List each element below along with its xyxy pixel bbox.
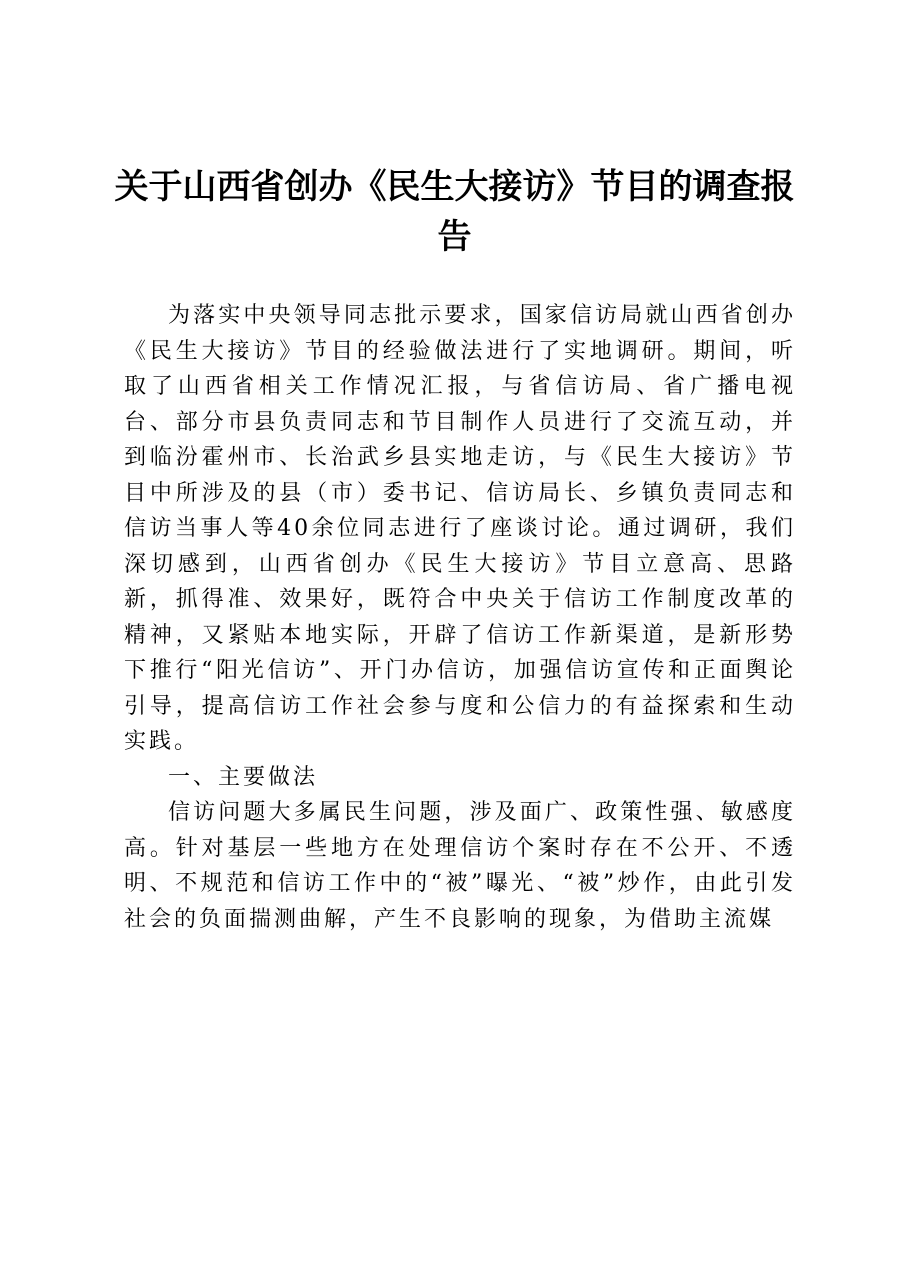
document-body: [124, 298, 796, 937]
section-heading-main-practices: 一、主要做法: [168, 764, 319, 790]
paragraph-main-practices: 信访问题大多属民生问题，涉及面广、政策性强、敏感度高。针对基层一些地方在处理信访个案时存在不公开、不透明、不规范和信访工作中的“被”曝光、“被”炒作，由此引发社会的负面揣测曲解，产生不良影响的现象，为借助主流媒: [124, 800, 796, 932]
paragraph-intro: 为落实中央领导同志批示要求，国家信访局就山西省创办《民生大接访》节目的经验做法进行了实地调研。期间，听取了山西省相关工作情况汇报，与省信访局、省广播电视台、部分市县负责同志和节目制作人员进行了交流互动，并到临汾霍州市、长治武乡县实地走访，与《民生大接访》节目中所涉及的县（市）委书记、信访局长、乡镇负责同志和信访当事人等40余位同志进行了座谈讨论。通过调研，我们深切感到，山西省创办《民生大接访》节目立意高、思路新，抓得准、效果好，既符合中央关于信访工作制度改革的精神，又紧贴本地实际，开辟了信访工作新渠道，是新形势下推行“阳光信访”、开门办信访，加强信访宣传和正面舆论引导，提高信访工作社会参与度和公信力的有益探索和生动实践。: [124, 303, 796, 754]
document-title: 关于山西省创办《民生大接访》节目的调查报告: [114, 167, 795, 257]
